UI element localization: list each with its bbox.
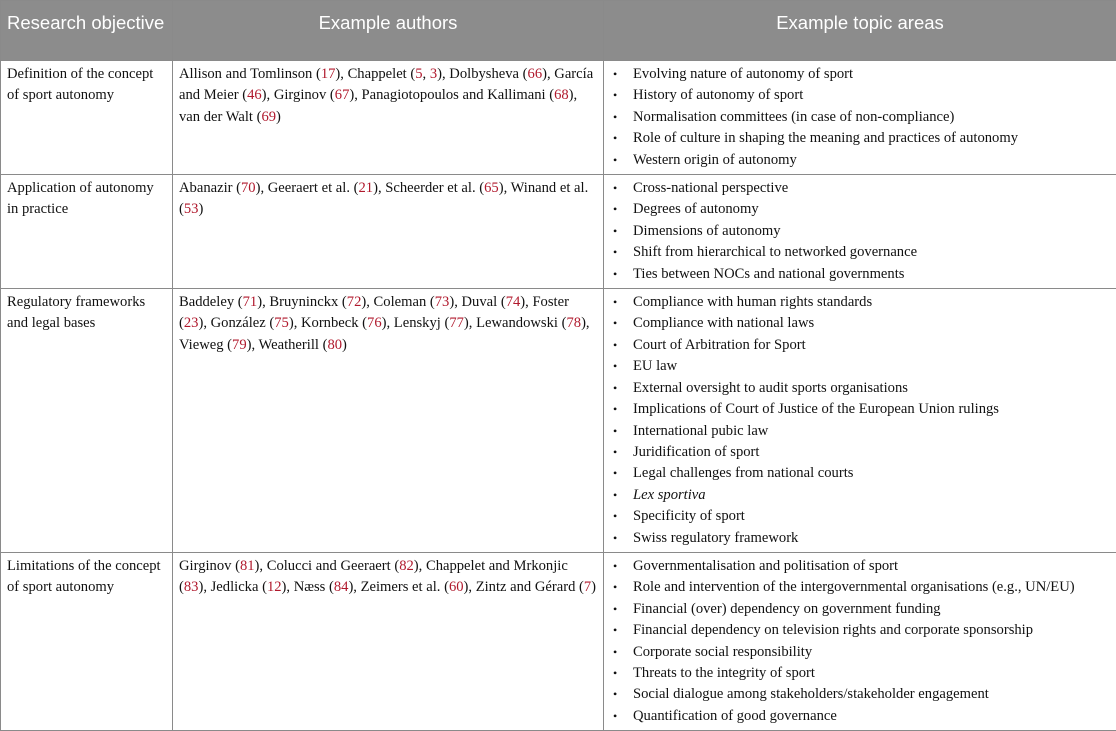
author-text: )	[342, 337, 347, 353]
author-text: ), Vieweg (	[179, 315, 590, 352]
topic-list	[610, 556, 1110, 727]
authors-cell	[173, 289, 604, 553]
author-text: ), González (	[198, 315, 274, 331]
topic-item	[610, 85, 1110, 106]
topic-list	[610, 292, 1110, 549]
author-text: ), Duval (	[449, 294, 505, 310]
reference-link[interactable]: 67	[335, 87, 350, 103]
table-row	[1, 552, 1116, 730]
reference-link[interactable]: 77	[449, 315, 464, 331]
author-text: ), García and Meier (	[179, 66, 593, 103]
reference-link[interactable]: 46	[247, 87, 262, 103]
author-text: ), Geeraert et al. (	[256, 180, 359, 196]
topic-item	[610, 528, 1110, 549]
author-text: ), Kornbeck (	[289, 315, 367, 331]
reference-link[interactable]: 79	[232, 337, 247, 353]
author-text: ), Lenskyj (	[382, 315, 450, 331]
topic-item	[610, 107, 1110, 128]
reference-link[interactable]: 65	[484, 180, 499, 196]
header-example-authors: Example authors	[173, 1, 604, 61]
author-text: )	[198, 201, 203, 217]
topic-list	[610, 64, 1110, 171]
topic-item	[610, 599, 1110, 620]
reference-link[interactable]: 23	[184, 315, 199, 331]
reference-link[interactable]: 70	[241, 180, 256, 196]
topic-label: Specificity of sport	[633, 508, 745, 524]
author-text: ), Jedlicka (	[198, 579, 266, 595]
authors-cell	[173, 175, 604, 289]
reference-link[interactable]: 12	[267, 579, 282, 595]
topics-cell	[604, 552, 1116, 730]
topic-item	[610, 313, 1110, 334]
reference-link[interactable]: 60	[449, 579, 464, 595]
topic-label: Lex sportiva	[633, 487, 706, 503]
topic-label: History of autonomy of sport	[633, 87, 803, 103]
author-text: ), Lewandowski (	[464, 315, 567, 331]
topic-item	[610, 399, 1110, 420]
reference-link[interactable]: 66	[528, 66, 543, 82]
table-row	[1, 289, 1116, 553]
topic-label: Juridification of sport	[633, 444, 759, 460]
topic-item	[610, 620, 1110, 641]
topic-item	[610, 556, 1110, 577]
author-text: Girginov (	[179, 558, 240, 574]
reference-link[interactable]: 72	[347, 294, 362, 310]
topic-item	[610, 292, 1110, 313]
reference-link[interactable]: 78	[566, 315, 581, 331]
reference-link[interactable]: 73	[435, 294, 450, 310]
reference-link[interactable]: 69	[261, 109, 276, 125]
topic-item	[610, 463, 1110, 484]
topic-item	[610, 684, 1110, 705]
topic-label: External oversight to audit sports organisations	[633, 380, 908, 396]
reference-link[interactable]: 74	[506, 294, 521, 310]
author-text: ), Weatherill (	[247, 337, 328, 353]
reference-link[interactable]: 17	[321, 66, 336, 82]
topic-label: Threats to the integrity of sport	[633, 665, 815, 681]
topic-item	[610, 577, 1110, 598]
topic-label: Role and intervention of the intergovernmental organisations (e.g., UN/EU)	[633, 579, 1075, 595]
topic-label: Western origin of autonomy	[633, 152, 797, 168]
authors-cell	[173, 61, 604, 175]
author-text: Allison and Tomlinson (	[179, 66, 321, 82]
topic-item	[610, 663, 1110, 684]
topic-list	[610, 178, 1110, 285]
topic-item	[610, 221, 1110, 242]
reference-link[interactable]: 21	[359, 180, 374, 196]
topic-item	[610, 199, 1110, 220]
topic-label: Financial (over) dependency on government funding	[633, 601, 941, 617]
topic-label: Court of Arbitration for Sport	[633, 337, 806, 353]
topic-label: Ties between NOCs and national governments	[633, 266, 904, 282]
topic-label: Normalisation committees (in case of non-compliance)	[633, 109, 954, 125]
topic-item	[610, 64, 1110, 85]
objective-cell: Limitations of the concept of sport autonomy	[1, 552, 173, 730]
header-row	[1, 1, 1116, 61]
topics-cell	[604, 61, 1116, 175]
topic-item	[610, 642, 1110, 663]
author-text: ), van der Walt (	[179, 87, 577, 124]
topic-label: Governmentalisation and politisation of sport	[633, 558, 898, 574]
author-text: Abanazir (	[179, 180, 241, 196]
author-text: ), Chappelet (	[335, 66, 415, 82]
author-text: )	[276, 109, 281, 125]
author-text: ), Chappelet and Mrkonjic (	[179, 558, 568, 595]
topic-item	[610, 335, 1110, 356]
topic-item	[610, 421, 1110, 442]
reference-link[interactable]: 84	[334, 579, 349, 595]
topic-item	[610, 506, 1110, 527]
topic-label: Compliance with national laws	[633, 315, 814, 331]
author-text: ), Coleman (	[361, 294, 434, 310]
topics-cell	[604, 289, 1116, 553]
topic-label: Cross-national perspective	[633, 180, 788, 196]
objective-cell: Regulatory frameworks and legal bases	[1, 289, 173, 553]
topic-label: Evolving nature of autonomy of sport	[633, 66, 853, 82]
reference-link[interactable]: 71	[243, 294, 258, 310]
topic-item	[610, 128, 1110, 149]
topic-item	[610, 178, 1110, 199]
topic-item	[610, 378, 1110, 399]
topic-item	[610, 242, 1110, 263]
author-text: ), Panagiotopoulos and Kallimani (	[349, 87, 554, 103]
objective-cell: Definition of the concept of sport autonomy	[1, 61, 173, 175]
topic-label: Social dialogue among stakeholders/stakeholder engagement	[633, 686, 989, 702]
reference-link[interactable]: 76	[367, 315, 382, 331]
reference-link[interactable]: 81	[240, 558, 255, 574]
author-text: )	[591, 579, 596, 595]
topic-item	[610, 706, 1110, 727]
topic-item	[610, 150, 1110, 171]
author-text: ), Næss (	[282, 579, 334, 595]
topic-label: Dimensions of autonomy	[633, 223, 781, 239]
topic-label: International pubic law	[633, 423, 768, 439]
topic-label: Role of culture in shaping the meaning and practices of autonomy	[633, 130, 1018, 146]
author-text: Baddeley (	[179, 294, 243, 310]
author-text: ), Bruyninckx (	[257, 294, 347, 310]
author-text: ), Zeimers et al. (	[348, 579, 449, 595]
header-research-objective: Research objective	[1, 1, 173, 61]
reference-link[interactable]: 75	[274, 315, 289, 331]
topic-item	[610, 264, 1110, 285]
author-text: ), Foster (	[179, 294, 569, 331]
author-text: ), Girginov (	[262, 87, 335, 103]
topic-label: Financial dependency on television rights and corporate sponsorship	[633, 622, 1033, 638]
author-text: ,	[423, 66, 430, 82]
objective-cell: Application of autonomy in practice	[1, 175, 173, 289]
topic-item	[610, 442, 1110, 463]
topic-label: Swiss regulatory framework	[633, 530, 798, 546]
topic-label: Degrees of autonomy	[633, 201, 759, 217]
author-text: ), Colucci and Geeraert (	[255, 558, 400, 574]
reference-link[interactable]: 83	[184, 579, 199, 595]
reference-link[interactable]: 68	[554, 87, 569, 103]
topic-label: EU law	[633, 358, 677, 374]
reference-link[interactable]: 80	[327, 337, 342, 353]
table-row	[1, 61, 1116, 175]
table-row	[1, 175, 1116, 289]
reference-link[interactable]: 3	[430, 66, 437, 82]
reference-link[interactable]: 7	[584, 579, 591, 595]
author-text: ), Dolbysheva (	[437, 66, 527, 82]
topic-item	[610, 485, 1110, 506]
reference-link[interactable]: 5	[415, 66, 422, 82]
topic-label: Quantification of good governance	[633, 708, 837, 724]
topics-cell	[604, 175, 1116, 289]
topic-item	[610, 356, 1110, 377]
authors-cell	[173, 552, 604, 730]
topic-label: Corporate social responsibility	[633, 644, 812, 660]
author-text: ), Winand et al. (	[179, 180, 588, 217]
author-text: ), Scheerder et al. (	[373, 180, 484, 196]
topic-label: Implications of Court of Justice of the European Union rulings	[633, 401, 999, 417]
topic-label: Compliance with human rights standards	[633, 294, 872, 310]
topic-label: Legal challenges from national courts	[633, 465, 853, 481]
reference-link[interactable]: 53	[184, 201, 199, 217]
topic-label: Shift from hierarchical to networked governance	[633, 244, 917, 260]
author-text: ), Zintz and Gérard (	[464, 579, 584, 595]
reference-link[interactable]: 82	[399, 558, 414, 574]
header-example-topic-areas: Example topic areas	[604, 1, 1116, 61]
